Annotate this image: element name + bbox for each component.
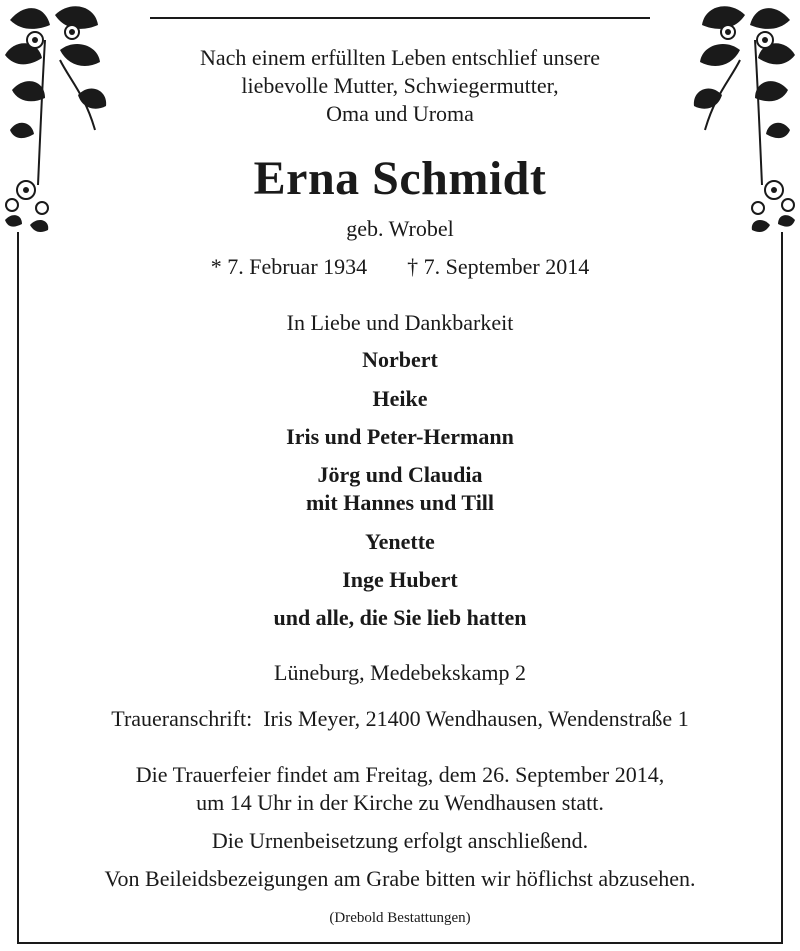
death-date: † 7. September 2014 [407, 254, 590, 279]
mourning-address: Traueranschrift: Iris Meyer, 21400 Wendhausen, Wendenstraße 1 [111, 706, 689, 731]
service-line-2: um 14 Uhr in der Kirche zu Wendhausen statt. [196, 790, 604, 815]
mourner-name: Jörg und Claudia [317, 462, 483, 487]
mourner-name: und alle, die Sie lieb hatten [273, 605, 527, 630]
mourner-name: Yenette [365, 529, 435, 554]
frame-bottom-border [17, 942, 783, 944]
intro-line-2: liebevolle Mutter, Schwiegermutter, [241, 73, 559, 98]
burial-note: Die Urnenbeisetzung erfolgt anschließend. [211, 828, 589, 853]
intro-line-3: Oma und Uroma [326, 101, 474, 126]
frame-top-border [150, 17, 650, 19]
mourner-name: mit Hannes und Till [305, 490, 495, 515]
service-line-1: Die Trauerfeier findet am Freitag, dem 26. September 2014, [135, 762, 665, 787]
mourners-intro: In Liebe und Dankbarkeit [286, 310, 514, 335]
intro-line-1: Nach einem erfüllten Leben entschlief unsere [199, 45, 601, 70]
condolence-note: Von Beileidsbezeigungen am Grabe bitten wir höflichst abzusehen. [104, 866, 696, 891]
mourner-name: Heike [372, 386, 428, 411]
mourner-name: Iris und Peter-Hermann [286, 424, 514, 449]
deceased-name: Erna Schmidt [253, 152, 547, 205]
mourner-name: Norbert [362, 347, 438, 372]
family-address: Lüneburg, Medebekskamp 2 [274, 660, 526, 685]
birth-name: geb. Wrobel [346, 216, 454, 241]
birth-date: * 7. Februar 1934 [210, 254, 368, 279]
funeral-home: (Drebold Bestattungen) [329, 910, 471, 926]
mourner-name: Inge Hubert [342, 567, 458, 592]
life-dates [0, 254, 800, 280]
